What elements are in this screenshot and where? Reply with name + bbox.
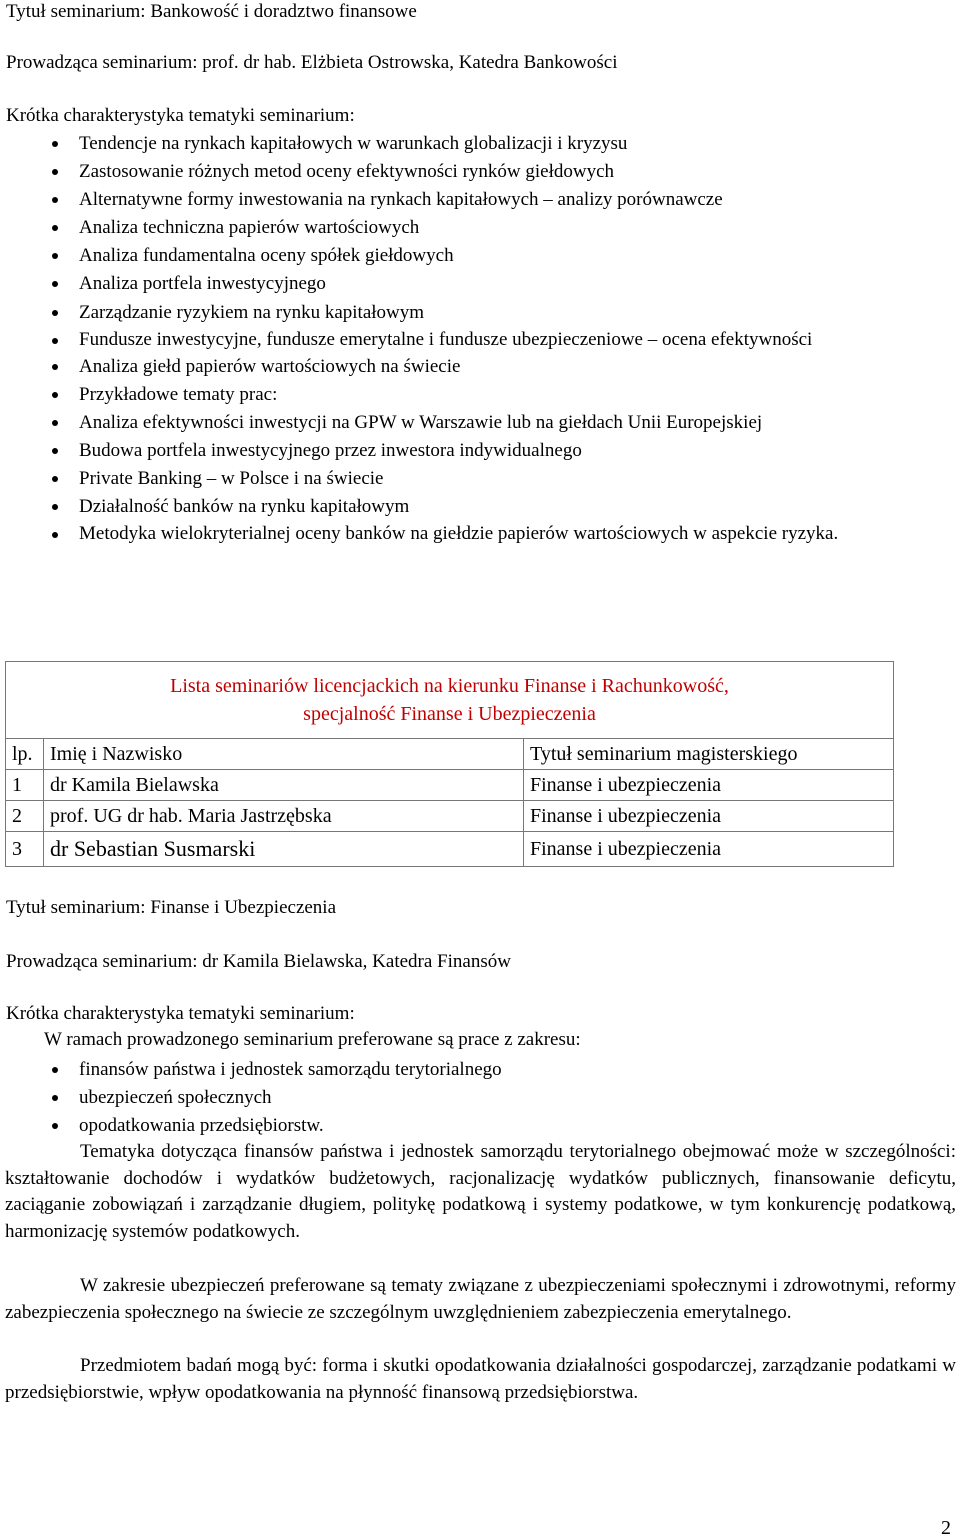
list-item: Zastosowanie różnych metod oceny efektywności rynków giełdowych	[0, 158, 939, 186]
cell-lp: 3	[6, 832, 44, 867]
list-item: Alternatywne formy inwestowania na rynkach kapitałowych – analizy porównawcze	[0, 186, 939, 214]
list-item: Private Banking – w Polsce i na świecie	[0, 465, 939, 493]
list-item: Analiza fundamentalna oceny spółek giełdowych	[0, 242, 939, 270]
lead-value: dr Kamila Bielawska, Katedra Finansów	[202, 951, 511, 972]
lead-label: Prowadząca seminarium:	[6, 951, 198, 972]
cell-title: Finanse i ubezpieczenia	[524, 801, 894, 832]
table-row	[6, 801, 894, 832]
column-header-title: Tytuł seminarium magisterskiego	[524, 739, 894, 770]
list-item: Analiza efektywności inwestycji na GPW w Warszawie lub na giełdach Unii Europejskiej	[0, 409, 939, 437]
table-heading-line: specjalność Finanse i Ubezpieczenia	[303, 703, 596, 725]
list-item: Analiza giełd papierów wartościowych na świecie	[0, 353, 939, 381]
paragraph	[5, 1353, 956, 1406]
seminar1-desc-label: Krótka charakterystyka tematyki seminarium:	[6, 105, 355, 126]
list-item: finansów państwa i jednostek samorządu terytorialnego	[0, 1056, 939, 1084]
list-item: Metodyka wielokryterialnej oceny banków na giełdzie papierów wartościowych w aspekcie ryzyka.	[0, 521, 939, 547]
paragraph-text: Tematyka dotycząca finansów państwa i jednostek samorządu terytorialnego obejmować może w szczególności: kształtowanie dochodów i wydatków budżetowych, racjonalizację wydatków publicznych, finansowanie deficytu, zaciąganie zobowiązań i zarządzanie długiem, politykę podatkową i systemy podatkowe, w tym konkurencję podatkową, harmonizację systemów podatkowych.	[5, 1141, 956, 1242]
title-label: Tytuł seminarium:	[6, 1, 146, 22]
seminar2-topic-list	[0, 1056, 939, 1140]
list-item: ubezpieczeń społecznych	[0, 1084, 939, 1112]
column-header-lp: lp.	[6, 739, 44, 770]
paragraph	[5, 1139, 956, 1245]
cell-title: Finanse i ubezpieczenia	[524, 832, 894, 867]
list-item: Przykładowe tematy prac:	[0, 381, 939, 409]
title-value: Finanse i Ubezpieczenia	[150, 897, 337, 918]
cell-lp: 2	[6, 801, 44, 832]
table-row	[6, 770, 894, 801]
table-heading	[6, 662, 894, 739]
seminar2-lead	[6, 950, 511, 974]
seminar1-title	[6, 0, 417, 24]
seminar2-intro: W ramach prowadzonego seminarium preferowane są prace z zakresu:	[44, 1029, 581, 1050]
cell-name: dr Sebastian Susmarski	[44, 832, 524, 867]
cell-title: Finanse i ubezpieczenia	[524, 770, 894, 801]
seminar1-lead	[6, 51, 618, 75]
table-heading-row	[6, 662, 894, 739]
paragraph-text: Przedmiotem badań mogą być: forma i skutki opodatkowania działalności gospodarczej, zarządzanie podatkami w przedsiębiorstwie, wpływ opodatkowania na płynność finansową przedsiębiorstwa.	[5, 1355, 956, 1403]
paragraph	[5, 1273, 956, 1326]
seminar1-topic-list	[0, 130, 939, 547]
paragraph-text: W zakresie ubezpieczeń preferowane są tematy związane z ubezpieczeniami społecznymi i zdrowotnymi, reformy zabezpieczenia społecznego na świecie ze szczególnym uwzględnieniem zabezpieczenia emerytalnego.	[5, 1275, 956, 1323]
list-item: Zarządzanie ryzykiem na rynku kapitałowym	[0, 299, 939, 327]
lead-label: Prowadząca seminarium:	[6, 52, 198, 73]
cell-name: prof. UG dr hab. Maria Jastrzębska	[44, 801, 524, 832]
column-header-name: Imię i Nazwisko	[44, 739, 524, 770]
list-item: opodatkowania przedsiębiorstw.	[0, 1112, 939, 1140]
table-header-row	[6, 739, 894, 770]
list-item: Budowa portfela inwestycyjnego przez inwestora indywidualnego	[0, 437, 939, 465]
seminar2-title	[6, 896, 336, 920]
cell-lp: 1	[6, 770, 44, 801]
list-item: Działalność banków na rynku kapitałowym	[0, 493, 939, 521]
seminar2-desc-label: Krótka charakterystyka tematyki seminarium:	[6, 1003, 355, 1024]
table-row	[6, 832, 894, 867]
title-label: Tytuł seminarium:	[6, 897, 146, 918]
list-item: Tendencje na rynkach kapitałowych w warunkach globalizacji i kryzysu	[0, 130, 939, 158]
list-item: Analiza techniczna papierów wartościowych	[0, 214, 939, 242]
title-value: Bankowość i doradztwo finansowe	[150, 1, 417, 22]
table-heading-line: Lista seminariów licencjackich na kierunku Finanse i Rachunkowość,	[170, 675, 729, 697]
list-item: Fundusze inwestycyjne, fundusze emerytalne i fundusze ubezpieczeniowe – ocena efektywności	[0, 327, 869, 353]
cell-name: dr Kamila Bielawska	[44, 770, 524, 801]
list-item: Analiza portfela inwestycyjnego	[0, 270, 939, 298]
lead-value: prof. dr hab. Elżbieta Ostrowska, Katedra Bankowości	[202, 52, 618, 73]
page-number: 2	[941, 1517, 951, 1539]
seminar-list-table	[5, 661, 894, 867]
